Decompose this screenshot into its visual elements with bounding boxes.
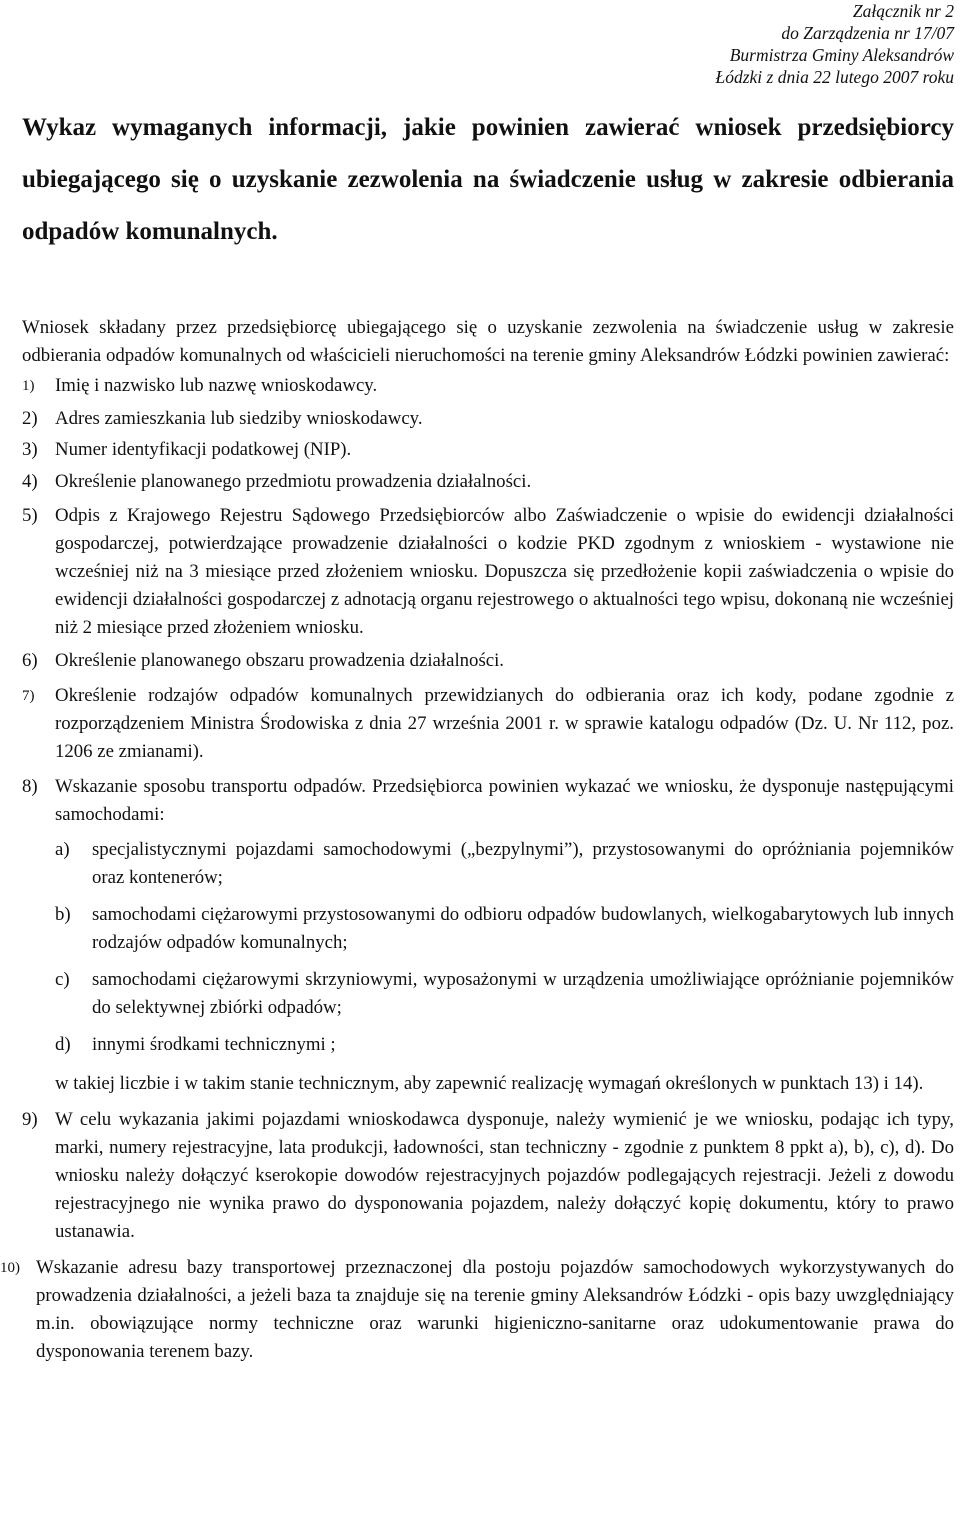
item-text: Wskazanie sposobu transportu odpadów. Przedsiębiorca powinien wykazać we wniosku, że dysponuje następującymi samochodami: xyxy=(55,776,954,825)
sub-item-text: samochodami ciężarowymi skrzyniowymi, wyposażonymi w urządzenia umożliwiające opróżnianie pojemników do selektywnej zbiórki odpadów; xyxy=(92,969,954,1018)
item-number: 2) xyxy=(22,408,38,429)
item-number: 7) xyxy=(22,688,35,704)
sub-item-text: samochodami ciężarowymi przystosowanymi do odbioru odpadów budowlanych, wielkogabarytowych lub innych rodzajów odpadów komunalnych; xyxy=(92,904,954,953)
item-8-note: w takiej liczbie i w takim stanie technicznym, aby zapewnić realizację wymagań określonych w punktach 13) i 14). xyxy=(55,1073,924,1094)
sub-item xyxy=(55,901,954,957)
intro-paragraph: Wniosek składany przez przedsiębiorcę ubiegającego się o uzyskanie zezwolenia na świadczenie usług w zakresie odbierania odpadów komunalnych od właścicieli nieruchomości na terenie gminy Aleksandrów Łódzki powinien zawierać: xyxy=(22,317,954,366)
item-number: 4) xyxy=(22,471,38,492)
sub-item xyxy=(55,1031,954,1059)
sub-item-text: innymi środkami technicznymi ; xyxy=(92,1034,336,1055)
item-number: 9) xyxy=(22,1109,38,1130)
annex-header xyxy=(22,0,958,88)
sub-item-letter: c) xyxy=(55,969,70,990)
document-title: Wykaz wymaganych informacji, jakie powinien zawierać wniosek przedsiębiorcy ubiegającego się o uzyskanie zezwolenia na świadczenie usług w zakresie odbierania odpadów komunalnych. xyxy=(22,114,954,245)
item-text: Wskazanie adresu bazy transportowej przeznaczonej dla postoju pojazdów samochodowych wykorzystywanych do prowadzenia działalności, a jeżeli baza ta znajduje się na terenie gminy Aleksandrów Łódzki - opis bazy uwzględniający m.in. obowiązujące normy techniczne oraz warunki higieniczno-sanitarne oraz udokumentowanie prawa do dysponowania terenem bazy. xyxy=(36,1257,954,1362)
sub-item-letter: a) xyxy=(55,839,70,860)
item-number: 5) xyxy=(22,505,38,526)
list-item xyxy=(22,647,954,675)
item-text: Określenie planowanego obszaru prowadzenia działalności. xyxy=(55,650,505,671)
item-text: Adres zamieszkania lub siedziby wnioskodawcy. xyxy=(55,408,423,429)
item-number: 6) xyxy=(22,650,38,671)
sub-item-text: specjalistycznymi pojazdami samochodowymi („bezpylnymi”), przystosowanymi do opróżniania pojemników oraz kontenerów; xyxy=(92,839,954,888)
item-number: 10) xyxy=(0,1260,20,1276)
sub-item-letter: b) xyxy=(55,904,71,925)
annex-line: do Zarządzenia nr 17/07 xyxy=(781,23,954,43)
list-item xyxy=(22,405,954,433)
list-item xyxy=(22,502,954,642)
list-item xyxy=(22,372,954,400)
item-number: 3) xyxy=(22,439,38,460)
list-item xyxy=(22,773,954,829)
item-number: 1) xyxy=(22,378,35,394)
annex-line: Łódzki z dnia 22 lutego 2007 roku xyxy=(715,67,954,87)
requirements-list xyxy=(0,372,958,1366)
sub-item xyxy=(55,836,954,892)
item-number: 8) xyxy=(22,776,38,797)
item-text: Odpis z Krajowego Rejestru Sądowego Przedsiębiorców albo Zaświadczenie o wpisie do ewidencji działalności gospodarczej, potwierdzające prowadzenie działalności o kodzie PKD zgodnym z wnioskiem - wystawione nie wcześniej niż na 3 miesiące przed złożeniem wniosku. Dopuszcza się przedłożenie kopii zaświadczenia o wpisie do ewidencji działalności gospodarczej z adnotacją organu rejestrowego o aktualności tego wpisu, dokonaną nie wcześniej niż 2 miesiące przed złożeniem wniosku. xyxy=(55,505,954,638)
list-item xyxy=(0,1254,954,1366)
item-text: Imię i nazwisko lub nazwę wnioskodawcy. xyxy=(55,375,378,396)
item-text: W celu wykazania jakimi pojazdami wnioskodawca dysponuje, należy wymienić je we wniosku, podając ich typy, marki, numery rejestracyjne, lata produkcji, ładowności, stan techniczny - zgodnie z punktem 8 ppkt a), b), c), d). Do wniosku należy dołączyć kserokopie dowodów rejestracyjnych pojazdów podlegających rejestracji. Jeżeli z dowodu rejestracyjnego nie wynika prawo do dysponowania pojazdem, należy dołączyć kopię dokumentu, który to prawo ustanawia. xyxy=(55,1109,954,1242)
item-text: Określenie planowanego przedmiotu prowadzenia działalności. xyxy=(55,471,532,492)
list-item xyxy=(22,682,954,766)
list-item xyxy=(22,1106,954,1246)
annex-line: Burmistrza Gminy Aleksandrów xyxy=(729,45,954,65)
item-text: Określenie rodzajów odpadów komunalnych przewidzianych do odbierania oraz ich kody, podane zgodnie z rozporządzeniem Ministra Środowiska z dnia 27 września 2001 r. w sprawie katalogu odpadów (Dz. U. Nr 112, poz. 1206 ze zmianami). xyxy=(55,685,954,762)
item-text: Numer identyfikacji podatkowej (NIP). xyxy=(55,439,352,460)
annex-line: Załącznik nr 2 xyxy=(852,1,954,21)
list-item xyxy=(22,436,954,464)
list-item xyxy=(22,468,954,496)
sub-item xyxy=(55,966,954,1022)
sub-item-letter: d) xyxy=(55,1034,71,1055)
